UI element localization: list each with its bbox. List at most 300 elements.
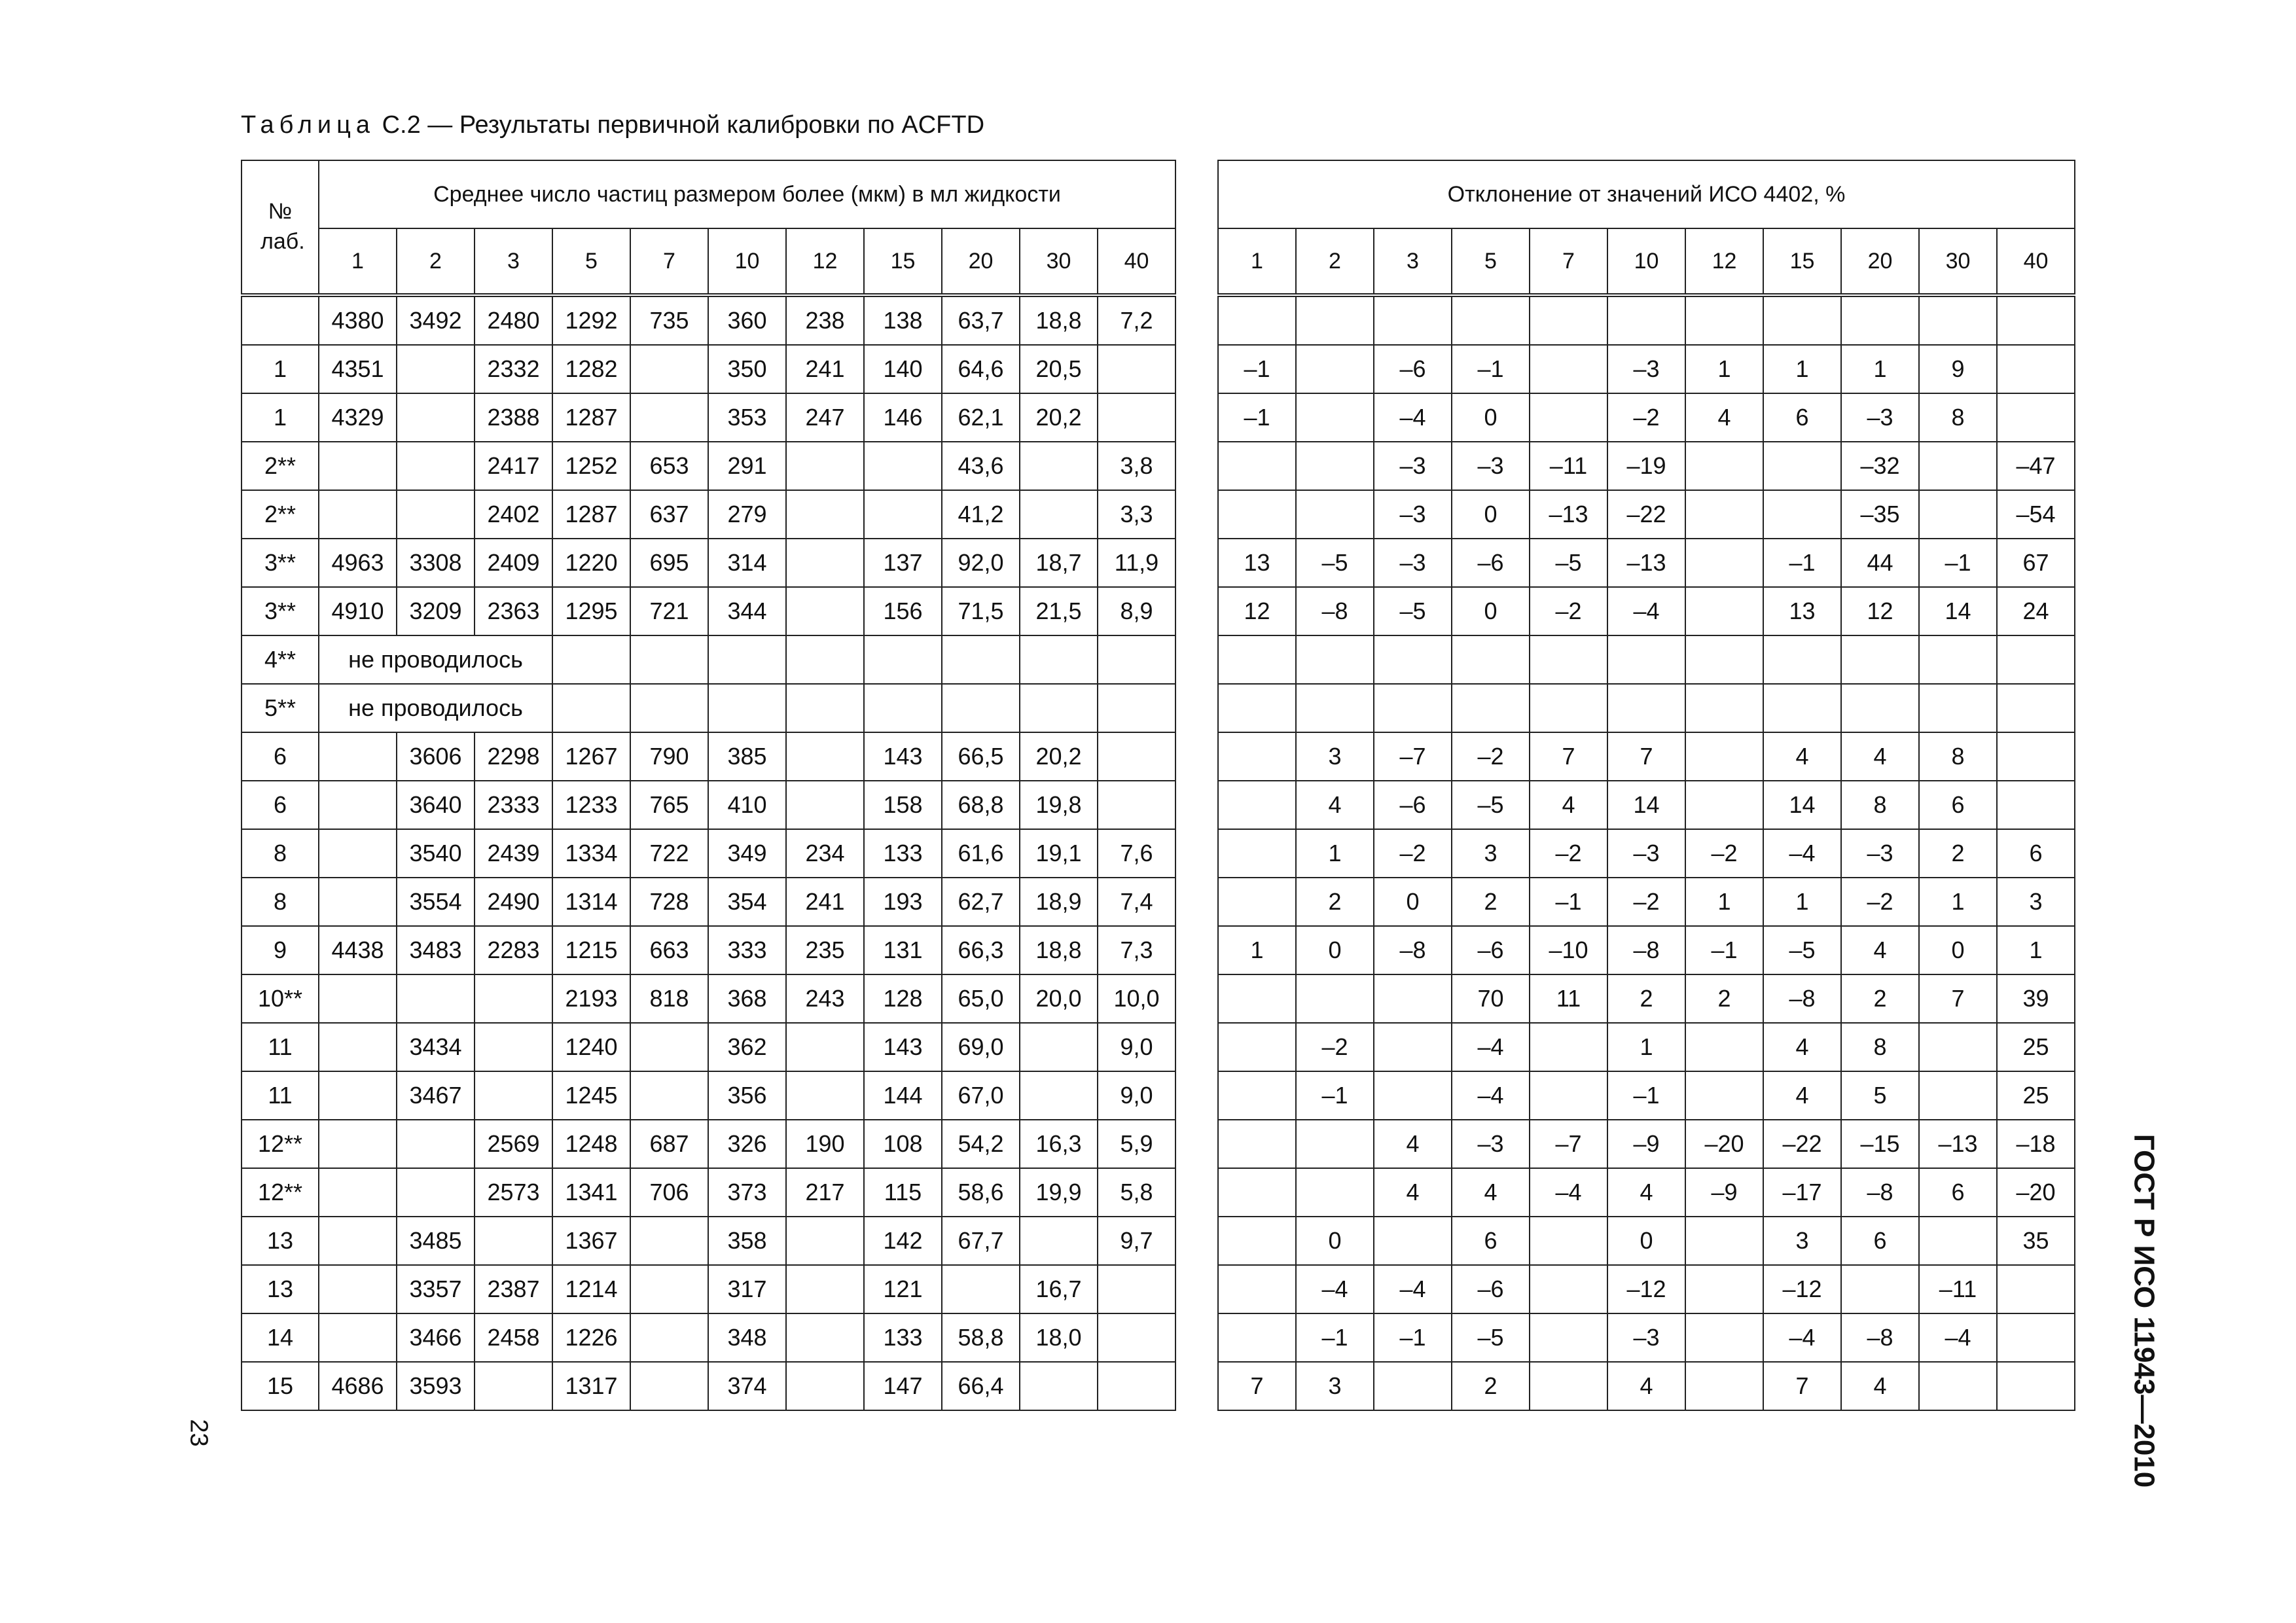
table-cell: 1267 bbox=[552, 732, 630, 781]
table-row bbox=[242, 345, 1175, 393]
table-cell: 2332 bbox=[475, 345, 552, 393]
lab-number-cell: 11 bbox=[242, 1071, 319, 1120]
table-cell: –4 bbox=[1530, 1168, 1607, 1217]
particle-count-table bbox=[241, 160, 1176, 1411]
table-cell: 2 bbox=[1919, 829, 1997, 878]
table-cell: 687 bbox=[630, 1120, 708, 1168]
table-cell bbox=[1997, 295, 2075, 345]
lab-number-cell: 13 bbox=[242, 1217, 319, 1265]
table-cell: 374 bbox=[708, 1362, 786, 1410]
table-cell bbox=[1919, 442, 1997, 490]
table-cell: –35 bbox=[1841, 490, 1919, 539]
table-cell: 14 bbox=[1607, 781, 1685, 829]
table-cell: 6 bbox=[1919, 781, 1997, 829]
table-cell: –7 bbox=[1530, 1120, 1607, 1168]
table-cell: 663 bbox=[630, 926, 708, 974]
table-cell bbox=[1218, 878, 1296, 926]
table-cell: 41,2 bbox=[942, 490, 1020, 539]
table-cell: 735 bbox=[630, 295, 708, 345]
table-row bbox=[242, 442, 1175, 490]
table-cell: –22 bbox=[1763, 1120, 1841, 1168]
table-cell: 137 bbox=[864, 539, 942, 587]
table-cell: 140 bbox=[864, 345, 942, 393]
table-cell bbox=[1530, 1362, 1607, 1410]
table-cell: 4 bbox=[1530, 781, 1607, 829]
table-cell bbox=[1098, 732, 1175, 781]
table-cell: 67,0 bbox=[942, 1071, 1020, 1120]
table-cell: 121 bbox=[864, 1265, 942, 1313]
table-cell: 20,2 bbox=[1020, 393, 1098, 442]
table-cell: 143 bbox=[864, 732, 942, 781]
table-cell: –6 bbox=[1452, 926, 1530, 974]
table-cell: 39 bbox=[1997, 974, 2075, 1023]
table-cell: 66,4 bbox=[942, 1362, 1020, 1410]
lab-number-cell: 3** bbox=[242, 539, 319, 587]
table-cell: 3308 bbox=[397, 539, 475, 587]
table-row bbox=[1218, 684, 2075, 732]
table-cell: 356 bbox=[708, 1071, 786, 1120]
table-cell: 142 bbox=[864, 1217, 942, 1265]
table-cell bbox=[1020, 1071, 1098, 1120]
table-cell bbox=[1218, 442, 1296, 490]
table-cell: 6 bbox=[1919, 1168, 1997, 1217]
table-row bbox=[242, 1168, 1175, 1217]
table-cell: 1233 bbox=[552, 781, 630, 829]
table-cell: 62,1 bbox=[942, 393, 1020, 442]
table-cell bbox=[1218, 1265, 1296, 1313]
deviation-body bbox=[1218, 295, 2075, 1410]
table-cell: –32 bbox=[1841, 442, 1919, 490]
table-cell bbox=[1218, 1071, 1296, 1120]
table-cell: 349 bbox=[708, 829, 786, 878]
table-cell bbox=[1098, 781, 1175, 829]
table-cell bbox=[1218, 1168, 1296, 1217]
table-cell bbox=[1218, 781, 1296, 829]
table-cell: 18,0 bbox=[1020, 1313, 1098, 1362]
size-header-cell: 20 bbox=[942, 228, 1020, 295]
table-cell: 1 bbox=[1919, 878, 1997, 926]
table-cell: 1 bbox=[1763, 878, 1841, 926]
table-row bbox=[1218, 926, 2075, 974]
table-row bbox=[1218, 442, 2075, 490]
table-cell: –15 bbox=[1841, 1120, 1919, 1168]
table-cell: –3 bbox=[1607, 345, 1685, 393]
table-cell: 4438 bbox=[319, 926, 397, 974]
table-cell: –4 bbox=[1763, 829, 1841, 878]
table-cell: 3 bbox=[1997, 878, 2075, 926]
table-row bbox=[1218, 732, 2075, 781]
not-performed-cell: не проводилось bbox=[319, 684, 552, 732]
table-cell bbox=[786, 1071, 864, 1120]
table-cell: 1240 bbox=[552, 1023, 630, 1071]
table-cell bbox=[786, 635, 864, 684]
table-cell: –5 bbox=[1530, 539, 1607, 587]
table-cell: 4 bbox=[1763, 1023, 1841, 1071]
table-cell: –3 bbox=[1607, 1313, 1685, 1362]
table-row bbox=[1218, 1071, 2075, 1120]
size-header-cell: 5 bbox=[552, 228, 630, 295]
table-cell bbox=[630, 1265, 708, 1313]
table-cell: 67 bbox=[1997, 539, 2075, 587]
table-cell: 241 bbox=[786, 878, 864, 926]
table-cell: 18,9 bbox=[1020, 878, 1098, 926]
size-header-cell: 1 bbox=[319, 228, 397, 295]
table-cell: 721 bbox=[630, 587, 708, 635]
table-cell bbox=[1374, 1023, 1452, 1071]
table-row bbox=[1218, 1265, 2075, 1313]
table-cell bbox=[942, 635, 1020, 684]
table-cell bbox=[630, 1071, 708, 1120]
table-cell: 4380 bbox=[319, 295, 397, 345]
table-cell: –3 bbox=[1374, 539, 1452, 587]
table-cell bbox=[708, 635, 786, 684]
table-cell: –3 bbox=[1841, 829, 1919, 878]
table-cell bbox=[1685, 635, 1763, 684]
table-cell: –2 bbox=[1607, 393, 1685, 442]
table-cell: 385 bbox=[708, 732, 786, 781]
table-cell: 25 bbox=[1997, 1071, 2075, 1120]
table-cell: –1 bbox=[1530, 878, 1607, 926]
table-cell bbox=[319, 442, 397, 490]
table-cell bbox=[319, 1313, 397, 1362]
table-cell: –2 bbox=[1530, 829, 1607, 878]
table-cell: 1334 bbox=[552, 829, 630, 878]
table-cell: 765 bbox=[630, 781, 708, 829]
caption-text: — Результаты первичной калибровки по ACFTD bbox=[427, 111, 985, 139]
table-cell bbox=[1685, 1023, 1763, 1071]
table-cell: 3,8 bbox=[1098, 442, 1175, 490]
table-cell: 1282 bbox=[552, 345, 630, 393]
table-cell: –1 bbox=[1452, 345, 1530, 393]
table-cell: –4 bbox=[1296, 1265, 1374, 1313]
table-cell: 2 bbox=[1452, 1362, 1530, 1410]
table-cell: 0 bbox=[1919, 926, 1997, 974]
table-cell: 24 bbox=[1997, 587, 2075, 635]
table-cell: –5 bbox=[1452, 1313, 1530, 1362]
table-cell bbox=[1685, 295, 1763, 345]
table-cell: –1 bbox=[1296, 1313, 1374, 1362]
table-cell: 18,8 bbox=[1020, 295, 1098, 345]
table-cell bbox=[552, 684, 630, 732]
size-header-cell: 12 bbox=[1685, 228, 1763, 295]
table-cell: 3357 bbox=[397, 1265, 475, 1313]
table-cell bbox=[319, 490, 397, 539]
table-cell: 9,0 bbox=[1098, 1023, 1175, 1071]
table-cell: –20 bbox=[1997, 1168, 2075, 1217]
table-cell: 1 bbox=[1997, 926, 2075, 974]
table-cell bbox=[786, 539, 864, 587]
table-cell bbox=[397, 345, 475, 393]
lab-number-cell: 1 bbox=[242, 345, 319, 393]
table-cell: 1367 bbox=[552, 1217, 630, 1265]
lab-number-cell: 14 bbox=[242, 1313, 319, 1362]
table-cell bbox=[1218, 1120, 1296, 1168]
table-cell: –3 bbox=[1452, 1120, 1530, 1168]
table-cell bbox=[786, 1265, 864, 1313]
table-cell: 3540 bbox=[397, 829, 475, 878]
table-cell: 64,6 bbox=[942, 345, 1020, 393]
table-cell: –1 bbox=[1218, 393, 1296, 442]
table-cell: 3485 bbox=[397, 1217, 475, 1265]
table-cell: 2387 bbox=[475, 1265, 552, 1313]
table-cell: 68,8 bbox=[942, 781, 1020, 829]
table-cell: –3 bbox=[1841, 393, 1919, 442]
table-cell: 1 bbox=[1607, 1023, 1685, 1071]
table-cell: –5 bbox=[1374, 587, 1452, 635]
table-cell: 14 bbox=[1919, 587, 1997, 635]
table-cell: –8 bbox=[1841, 1313, 1919, 1362]
table-cell bbox=[1841, 684, 1919, 732]
table-cell: 1 bbox=[1685, 878, 1763, 926]
table-cell bbox=[1218, 684, 1296, 732]
table-cell: –5 bbox=[1452, 781, 1530, 829]
table-row bbox=[1218, 490, 2075, 539]
table-cell bbox=[1685, 442, 1763, 490]
table-cell: 1248 bbox=[552, 1120, 630, 1168]
lab-number-cell: 2** bbox=[242, 490, 319, 539]
table-cell: –13 bbox=[1919, 1120, 1997, 1168]
table-cell: 128 bbox=[864, 974, 942, 1023]
table-cell: 4329 bbox=[319, 393, 397, 442]
particle-count-body bbox=[242, 295, 1175, 1410]
table-cell bbox=[1997, 393, 2075, 442]
table-cell: 2490 bbox=[475, 878, 552, 926]
table-cell: –54 bbox=[1997, 490, 2075, 539]
table-cell: –4 bbox=[1919, 1313, 1997, 1362]
table-cell: 695 bbox=[630, 539, 708, 587]
table-cell: 3209 bbox=[397, 587, 475, 635]
table-cell: –1 bbox=[1919, 539, 1997, 587]
table-cell: 2409 bbox=[475, 539, 552, 587]
table-cell: 2569 bbox=[475, 1120, 552, 1168]
table-cell: 4 bbox=[1841, 1362, 1919, 1410]
table-cell bbox=[319, 974, 397, 1023]
table-cell: –11 bbox=[1530, 442, 1607, 490]
table-cell bbox=[786, 1362, 864, 1410]
table-row bbox=[242, 1071, 1175, 1120]
table-cell: 4 bbox=[1607, 1362, 1685, 1410]
table-cell: –19 bbox=[1607, 442, 1685, 490]
table-cell: 21,5 bbox=[1020, 587, 1098, 635]
table-cell bbox=[630, 345, 708, 393]
table-cell: 4 bbox=[1841, 926, 1919, 974]
table-cell: –4 bbox=[1374, 1265, 1452, 1313]
size-header-cell: 10 bbox=[1607, 228, 1685, 295]
table-cell: 2480 bbox=[475, 295, 552, 345]
size-header-cell: 2 bbox=[1296, 228, 1374, 295]
table-cell bbox=[1919, 635, 1997, 684]
table-cell: 790 bbox=[630, 732, 708, 781]
table-cell bbox=[786, 442, 864, 490]
table-cell: 133 bbox=[864, 829, 942, 878]
table-cell: 2 bbox=[1685, 974, 1763, 1023]
table-cell bbox=[1841, 635, 1919, 684]
table-cell: 8 bbox=[1841, 1023, 1919, 1071]
table-cell: –2 bbox=[1685, 829, 1763, 878]
table-cell: 131 bbox=[864, 926, 942, 974]
table-cell: 63,7 bbox=[942, 295, 1020, 345]
table-cell: 18,7 bbox=[1020, 539, 1098, 587]
table-cell: 238 bbox=[786, 295, 864, 345]
table-cell: 2 bbox=[1452, 878, 1530, 926]
table-cell: 1 bbox=[1763, 345, 1841, 393]
table-cell: –5 bbox=[1296, 539, 1374, 587]
table-cell: 1341 bbox=[552, 1168, 630, 1217]
lab-number-cell: 4** bbox=[242, 635, 319, 684]
table-cell: 108 bbox=[864, 1120, 942, 1168]
size-header-cell: 1 bbox=[1218, 228, 1296, 295]
table-row bbox=[242, 1313, 1175, 1362]
table-cell bbox=[1607, 684, 1685, 732]
table-cell: 247 bbox=[786, 393, 864, 442]
table-cell bbox=[630, 1217, 708, 1265]
table-row bbox=[242, 1265, 1175, 1313]
table-cell bbox=[1530, 1217, 1607, 1265]
table-cell: –12 bbox=[1607, 1265, 1685, 1313]
table-cell: 7,2 bbox=[1098, 295, 1175, 345]
table-cell bbox=[1020, 1023, 1098, 1071]
table-cell: 20,0 bbox=[1020, 974, 1098, 1023]
table-cell bbox=[1685, 490, 1763, 539]
table-cell: 410 bbox=[708, 781, 786, 829]
table-cell bbox=[786, 1023, 864, 1071]
table-cell: 19,8 bbox=[1020, 781, 1098, 829]
table-cell bbox=[397, 442, 475, 490]
table-cell: 722 bbox=[630, 829, 708, 878]
table-cell: 7 bbox=[1530, 732, 1607, 781]
table-cell bbox=[1098, 684, 1175, 732]
table-cell bbox=[1020, 684, 1098, 732]
table-cell: 3467 bbox=[397, 1071, 475, 1120]
table-row bbox=[1218, 1217, 2075, 1265]
table-cell: 1 bbox=[1218, 926, 1296, 974]
table-cell bbox=[1296, 490, 1374, 539]
table-cell: –7 bbox=[1374, 732, 1452, 781]
table-cell: –1 bbox=[1607, 1071, 1685, 1120]
size-header-cell: 7 bbox=[1530, 228, 1607, 295]
table-cell: 8 bbox=[1919, 732, 1997, 781]
table-cell: 2 bbox=[1841, 974, 1919, 1023]
table-cell: 12 bbox=[1218, 587, 1296, 635]
table-cell: 3 bbox=[1763, 1217, 1841, 1265]
table-cell: 4 bbox=[1841, 732, 1919, 781]
table-cell: 20,2 bbox=[1020, 732, 1098, 781]
table-cell: –17 bbox=[1763, 1168, 1841, 1217]
table-cell bbox=[1020, 635, 1098, 684]
table-cell: 1314 bbox=[552, 878, 630, 926]
table-cell: 7 bbox=[1919, 974, 1997, 1023]
table-caption bbox=[241, 113, 984, 137]
table-cell: 1292 bbox=[552, 295, 630, 345]
table-cell: 12 bbox=[1841, 587, 1919, 635]
table-row bbox=[1218, 295, 2075, 345]
table-cell bbox=[1452, 635, 1530, 684]
table-cell: 2458 bbox=[475, 1313, 552, 1362]
table-cell bbox=[786, 684, 864, 732]
table-cell: 4686 bbox=[319, 1362, 397, 1410]
table-row bbox=[242, 1217, 1175, 1265]
table-row bbox=[1218, 974, 2075, 1023]
table-cell bbox=[1218, 635, 1296, 684]
table-cell bbox=[1685, 1265, 1763, 1313]
table-cell: 0 bbox=[1607, 1217, 1685, 1265]
table-cell bbox=[475, 1023, 552, 1071]
table-cell: 190 bbox=[786, 1120, 864, 1168]
table-cell: 0 bbox=[1452, 393, 1530, 442]
table-cell: –1 bbox=[1296, 1071, 1374, 1120]
table-cell: –4 bbox=[1607, 587, 1685, 635]
table-cell bbox=[552, 635, 630, 684]
table-cell bbox=[1098, 1265, 1175, 1313]
table-cell bbox=[1218, 1023, 1296, 1071]
table-cell bbox=[786, 490, 864, 539]
table-cell bbox=[1218, 1313, 1296, 1362]
table-cell: 144 bbox=[864, 1071, 942, 1120]
table-cell bbox=[1763, 295, 1841, 345]
table-cell: 66,3 bbox=[942, 926, 1020, 974]
table-cell: 156 bbox=[864, 587, 942, 635]
table-cell: 66,5 bbox=[942, 732, 1020, 781]
table-cell: 16,7 bbox=[1020, 1265, 1098, 1313]
table-cell: –10 bbox=[1530, 926, 1607, 974]
size-header-cell: 3 bbox=[1374, 228, 1452, 295]
caption-prefix: Таблица bbox=[241, 111, 375, 139]
table-cell: 7,3 bbox=[1098, 926, 1175, 974]
table-cell bbox=[1685, 539, 1763, 587]
size-header-cell: 5 bbox=[1452, 228, 1530, 295]
table-cell: 0 bbox=[1452, 490, 1530, 539]
table-cell: 8 bbox=[1919, 393, 1997, 442]
table-cell bbox=[1020, 490, 1098, 539]
table-cell: 6 bbox=[1763, 393, 1841, 442]
table-cell: –8 bbox=[1296, 587, 1374, 635]
table-cell bbox=[319, 1265, 397, 1313]
table-cell bbox=[1997, 635, 2075, 684]
table-cell bbox=[1098, 1362, 1175, 1410]
table-cell: 58,8 bbox=[942, 1313, 1020, 1362]
lab-number-cell: 6 bbox=[242, 732, 319, 781]
table-cell: 234 bbox=[786, 829, 864, 878]
size-header-cell: 30 bbox=[1919, 228, 1997, 295]
table-cell bbox=[475, 1071, 552, 1120]
table-cell: 43,6 bbox=[942, 442, 1020, 490]
table-cell bbox=[397, 974, 475, 1023]
table-cell bbox=[1685, 781, 1763, 829]
table-cell: 1252 bbox=[552, 442, 630, 490]
table-cell bbox=[630, 1362, 708, 1410]
table-cell: –1 bbox=[1374, 1313, 1452, 1362]
table-cell bbox=[786, 1313, 864, 1362]
table-cell: 71,5 bbox=[942, 587, 1020, 635]
table-row bbox=[242, 974, 1175, 1023]
table-cell bbox=[475, 1362, 552, 1410]
table-cell: 193 bbox=[864, 878, 942, 926]
table-cell: 368 bbox=[708, 974, 786, 1023]
lab-number-cell: 15 bbox=[242, 1362, 319, 1410]
table-cell: 358 bbox=[708, 1217, 786, 1265]
table-cell: –12 bbox=[1763, 1265, 1841, 1313]
lab-number-cell: 5** bbox=[242, 684, 319, 732]
table-cell: 1 bbox=[1296, 829, 1374, 878]
table-cell: –20 bbox=[1685, 1120, 1763, 1168]
table-cell: 4 bbox=[1296, 781, 1374, 829]
table-cell: 35 bbox=[1997, 1217, 2075, 1265]
table-cell: 373 bbox=[708, 1168, 786, 1217]
table-cell: 3593 bbox=[397, 1362, 475, 1410]
table-cell bbox=[397, 1168, 475, 1217]
table-cell: 353 bbox=[708, 393, 786, 442]
size-header-row bbox=[1218, 228, 2075, 295]
